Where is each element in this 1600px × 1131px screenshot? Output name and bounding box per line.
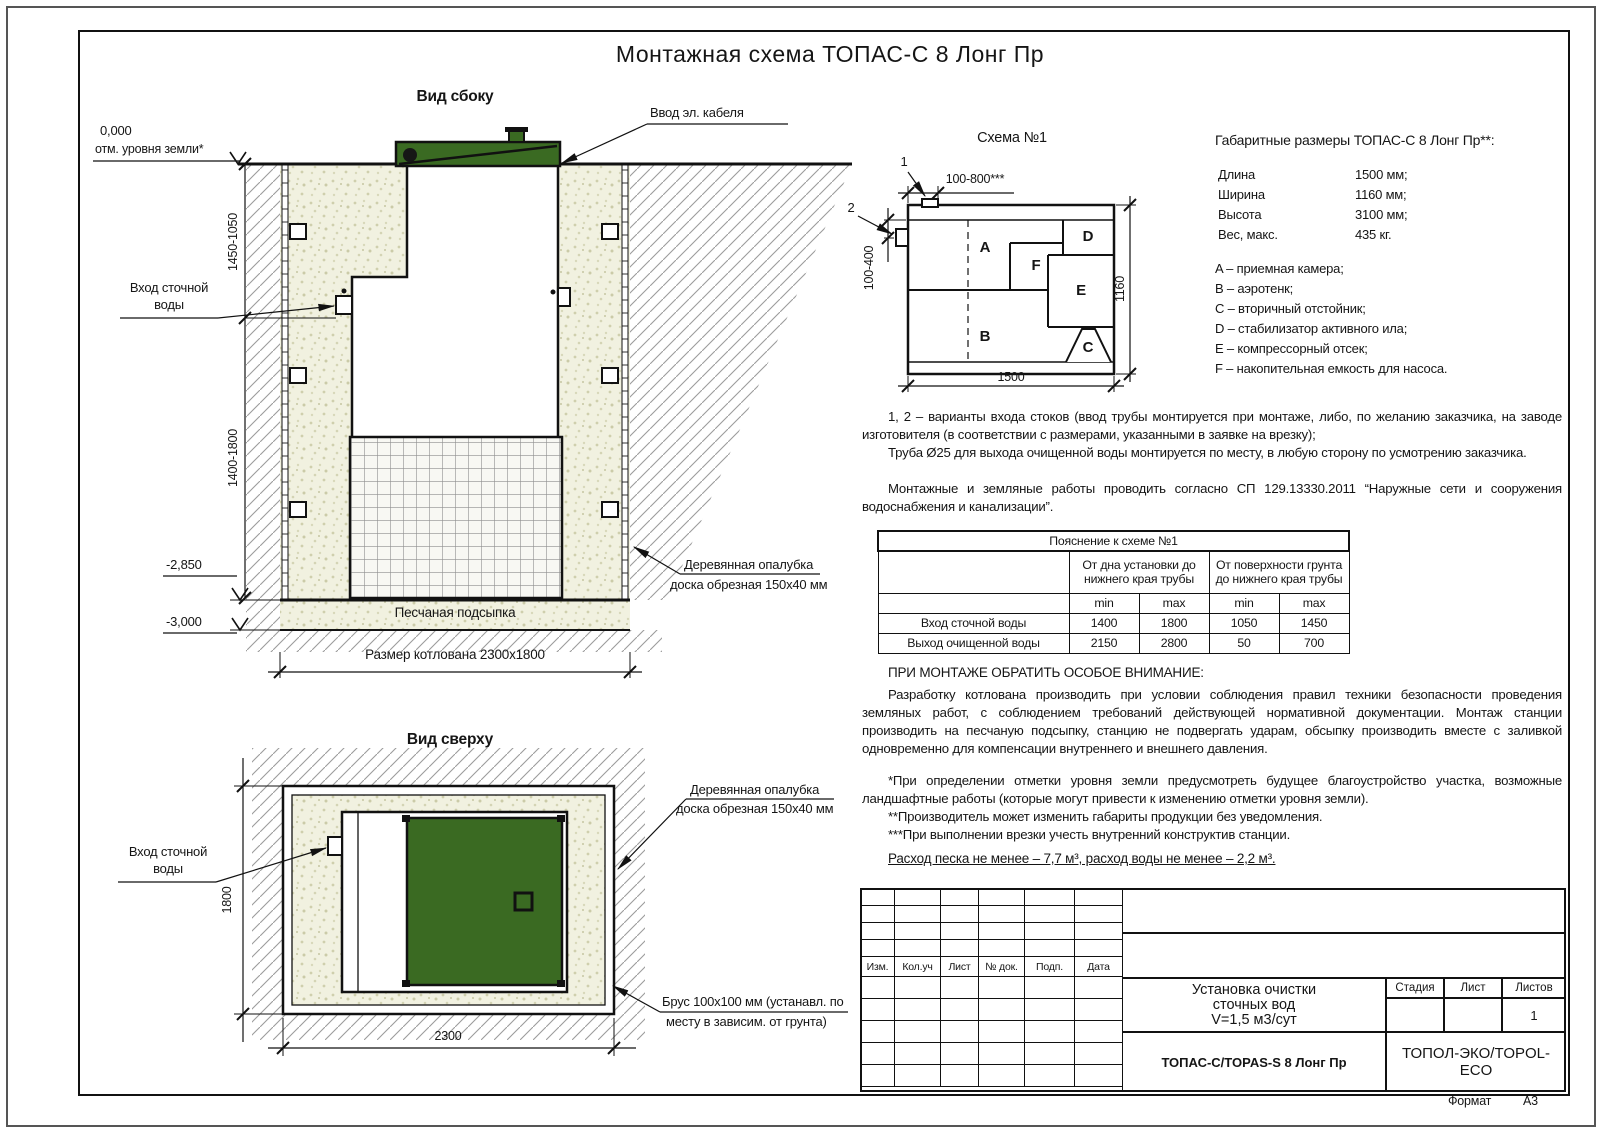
legend-c: C – вторичный отстойник; (1215, 301, 1366, 316)
formwork-label-top-1: Деревянная опалубка (690, 782, 820, 797)
legend-a: A – приемная камера; (1215, 261, 1344, 276)
attention-body: Разработку котлована производить при условии соблюдения правил техники безопасности проведения земляных работ, с соблюдением требований действующей нормативной документации. Монтаж станции производить на песчаную подсыпку, станцию не подвергать ударам, обсыпку производить вместе с заливкой одновременно для компенсации внутреннего и внешнего давления. (862, 687, 1562, 756)
compartment-d: D (1082, 228, 1094, 245)
side-view-title: Вид сбоку (416, 88, 494, 105)
col-podp: Подп. (1025, 957, 1075, 977)
spec-label-width: Ширина (1218, 187, 1265, 202)
dim-pit-width: 1800 (220, 886, 235, 914)
row-outlet-v2: 2800 (1139, 633, 1209, 653)
sheet-value (1444, 998, 1502, 1032)
spec-label-weight: Вес, макс. (1218, 227, 1278, 242)
doc-title-line-3: V=1,5 м3/сут (1211, 1011, 1297, 1028)
formwork-label-side-1: Деревянная опалубка (684, 557, 814, 572)
max-header: max (1279, 593, 1349, 613)
consumption-note: Расход песка не менее – 7,7 м³, расход воды не менее – 2,2 м³. (888, 851, 1276, 866)
spec-value-length: 1500 мм; (1355, 167, 1408, 182)
dim-upper-depth: 1450-1050 (226, 213, 241, 271)
page-title: Монтажная схема ТОПАС-С 8 Лонг Пр (615, 41, 1045, 67)
legend-b: B – аэротенк; (1215, 281, 1294, 296)
row-inlet-v3: 1050 (1209, 613, 1279, 633)
sheet-header: Лист (1444, 978, 1502, 998)
doc-title-line-2: сточных вод (1212, 996, 1296, 1013)
format-value: А3 (1523, 1094, 1538, 1108)
max-header: max (1139, 593, 1209, 613)
schema-dim-left: 100-400 (862, 245, 877, 291)
beam-label-1: Брус 100х100 мм (устанавл. по (662, 994, 844, 1009)
schema-title: Схема №1 (977, 130, 1047, 146)
stamp-top-row-1 (1122, 888, 1566, 933)
explanation-table-title: Пояснение к схеме №1 (878, 531, 1349, 551)
col-data: Дата (1075, 957, 1123, 977)
min-header: min (1209, 593, 1279, 613)
spec-value-weight: 435 кг. (1355, 227, 1392, 242)
schema-dim-top: 100-800*** (945, 172, 1005, 186)
inlet-label-top-2: воды (153, 861, 183, 876)
inlet-label-side-1: Вход сточной (129, 280, 209, 295)
compartment-f: F (1031, 257, 1041, 274)
legend-f: F – накопительная емкость для насоса. (1215, 361, 1448, 376)
stage-value (1386, 998, 1444, 1032)
model-cell: ТОПАС-С/TOPAS-S 8 Лонг Пр (1122, 1032, 1386, 1092)
format-label: Формат (1448, 1094, 1492, 1108)
side-view-drawing (93, 124, 855, 678)
stage-header: Стадия (1386, 978, 1444, 998)
inlet-label-side-2: воды (154, 297, 184, 312)
attention-heading: ПРИ МОНТАЖЕ ОБРАТИТЬ ОСОБОЕ ВНИМАНИЕ: (888, 665, 1204, 680)
spec-value-width: 1160 мм; (1355, 187, 1407, 202)
row-outlet-v1: 2150 (1069, 633, 1139, 653)
schema-marker-1: 1 (900, 154, 908, 169)
spec-label-height: Высота (1218, 207, 1262, 222)
sand-bed-label: Песчаная подсыпка (394, 605, 516, 620)
note-outlet-pipe: Труба Ø25 для выхода очищенной воды монтируется по месту, в любую сторону по усмотрению заказчика. (888, 445, 1527, 460)
col-list: Лист (941, 957, 979, 977)
attention-note-1: *При определении отметки уровня земли предусмотреть будущее благоустройство участка, возможные ландшафтные работы (которые могут привести к изменению отметки уровня земли). (862, 773, 1562, 806)
top-view-title: Вид сверху (406, 731, 494, 748)
row-inlet-label: Вход сточной воды (878, 613, 1069, 633)
row-outlet-v3: 50 (1209, 633, 1279, 653)
cable-entry-label: Ввод эл. кабеля (650, 105, 744, 120)
formwork-label-side-2: доска обрезная 150х40 мм (670, 577, 828, 592)
specs-title: Габаритные размеры ТОПАС-С 8 Лонг Пр**: (1215, 132, 1495, 148)
formwork-label-top-2: доска обрезная 150х40 мм (676, 801, 834, 816)
company-cell: ТОПОЛ-ЭКО/TOPOL-ECO (1386, 1032, 1566, 1092)
compartment-e: E (1076, 282, 1086, 299)
row-outlet-v4: 700 (1279, 633, 1349, 653)
row-inlet-v2: 1800 (1139, 613, 1209, 633)
compartment-c: C (1082, 339, 1094, 356)
compartment-a: A (979, 239, 991, 256)
doc-title-line-1: Установка очистки (1191, 981, 1317, 998)
ground-level-label: отм. уровня земли* (95, 142, 204, 156)
compartment-b: B (979, 328, 991, 345)
note-regulations: Монтажные и земляные работы проводить согласно СП 129.13330.2011 “Наружные сети и сооружения водоснабжения и канализации”. (862, 481, 1562, 514)
schema-marker-2: 2 (847, 200, 855, 215)
min-header: min (1069, 593, 1139, 613)
schema-1-drawing (858, 172, 1136, 392)
zero-level-mark: 0,000 (100, 123, 132, 138)
level-floor-label: -2,850 (166, 557, 202, 572)
schema-dim-bottom: 1500 (997, 370, 1025, 384)
row-outlet-label: Выход очищенной воды (878, 633, 1069, 653)
spec-value-height: 3100 мм; (1355, 207, 1408, 222)
sheets-value: 1 (1502, 998, 1566, 1032)
document-title-cell (1122, 978, 1386, 1032)
note-inlet-options: 1, 2 – варианты входа стоков (ввод трубы монтируется при монтаже, либо, по желанию заказчика, на заводе изготовителя (в соответствии с размерами, указанными в заявке на врезку); (862, 409, 1562, 442)
schema-dim-right: 1160 (1113, 275, 1128, 303)
attention-note-3: ***При выполнении врезки учесть внутренний конструктив станции. (888, 827, 1291, 842)
explanation-group-1: От дна установки до нижнего края трубы (1069, 551, 1209, 593)
legend-e: E – компрессорный отсек; (1215, 341, 1368, 356)
dim-pit-length: 2300 (434, 1029, 462, 1043)
pit-size-label: Размер котлована 2300х1800 (365, 647, 545, 662)
dim-lower-depth: 1400-1800 (226, 429, 241, 487)
explanation-table-corner (878, 551, 1069, 593)
beam-label-2: месту в зависим. от грунта) (666, 1014, 827, 1029)
legend-d: D – стабилизатор активного ила; (1215, 321, 1408, 336)
level-bottom-label: -3,000 (166, 614, 202, 629)
row-inlet-v4: 1450 (1279, 613, 1349, 633)
title-block-revision-grid (860, 888, 1123, 1087)
col-izm: Изм. (861, 957, 895, 977)
sheets-header: Листов (1502, 978, 1566, 998)
stamp-top-row-2 (1122, 933, 1566, 978)
attention-note-2: **Производитель может изменить габариты продукции без уведомления. (888, 809, 1323, 824)
spec-label-length: Длина (1218, 167, 1256, 182)
explanation-group-2: От поверхности грунта до нижнего края трубы (1209, 551, 1349, 593)
col-ndok: № док. (979, 957, 1025, 977)
explanation-table (877, 530, 1350, 654)
inlet-label-top-1: Вход сточной (128, 844, 208, 859)
row-inlet-v1: 1400 (1069, 613, 1139, 633)
col-koluch: Кол.уч (895, 957, 941, 977)
